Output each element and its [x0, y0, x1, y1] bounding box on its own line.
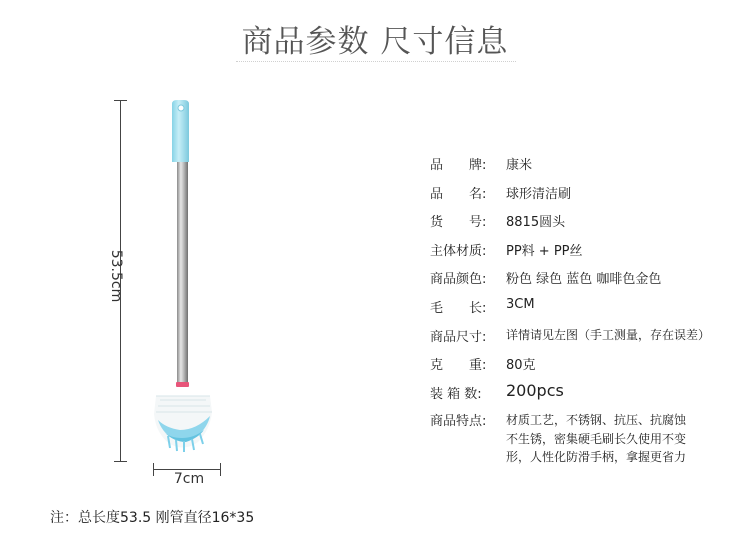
toilet-brush-illustration: [150, 96, 220, 461]
spec-label: 毛 长:: [430, 301, 487, 316]
height-dimension-bottom-tick: [114, 461, 127, 462]
spec-label: 货 号:: [430, 215, 487, 230]
spec-label: 克 重:: [430, 358, 487, 373]
spec-label: 商品颜色:: [430, 272, 487, 287]
spec-label: 商品尺寸:: [430, 330, 487, 345]
feature-line: 形，人性化防滑手柄，拿握更省力: [506, 450, 687, 464]
spec-value: 3CM: [506, 297, 535, 312]
pink-ring: [176, 382, 189, 387]
spec-label: 装 箱 数:: [430, 387, 482, 402]
brush-head: [154, 396, 212, 452]
spec-value: 200pcs: [506, 381, 564, 400]
page-title: 商品参数 尺寸信息: [241, 24, 509, 60]
width-dimension-label: 7cm: [173, 471, 205, 487]
spec-value: 粉色 绿色 蓝色 咖啡色金色: [506, 272, 662, 287]
brush-handle: [172, 100, 189, 162]
spec-value: 球形清洁刷: [506, 187, 572, 202]
feature-line: 不生锈，密集硬毛刷长久使用不变: [506, 432, 687, 446]
spec-value: PP料 + PP丝: [506, 244, 583, 259]
spec-label: 主体材质:: [430, 244, 487, 259]
spec-value: 8815圆头: [506, 215, 566, 230]
brush-steel-rod: [177, 162, 188, 384]
width-dimension-line: [153, 469, 221, 470]
height-dimension-label: 53.5cm: [108, 249, 124, 303]
spec-value: 80克: [506, 358, 536, 373]
spec-label: 品 牌:: [430, 158, 487, 173]
spec-value: 详情请见左图（手工测量，存在误差）: [506, 328, 711, 342]
title-divider: [236, 61, 516, 63]
spec-label: 品 名:: [430, 187, 487, 202]
feature-line: 材质工艺，不锈钢、抗压、抗腐蚀: [506, 413, 687, 427]
spec-value: 康米: [506, 158, 533, 173]
footnote: 注：总长度53.5 刚管直径16*35: [50, 510, 255, 526]
spec-label: 商品特点:: [430, 414, 487, 429]
